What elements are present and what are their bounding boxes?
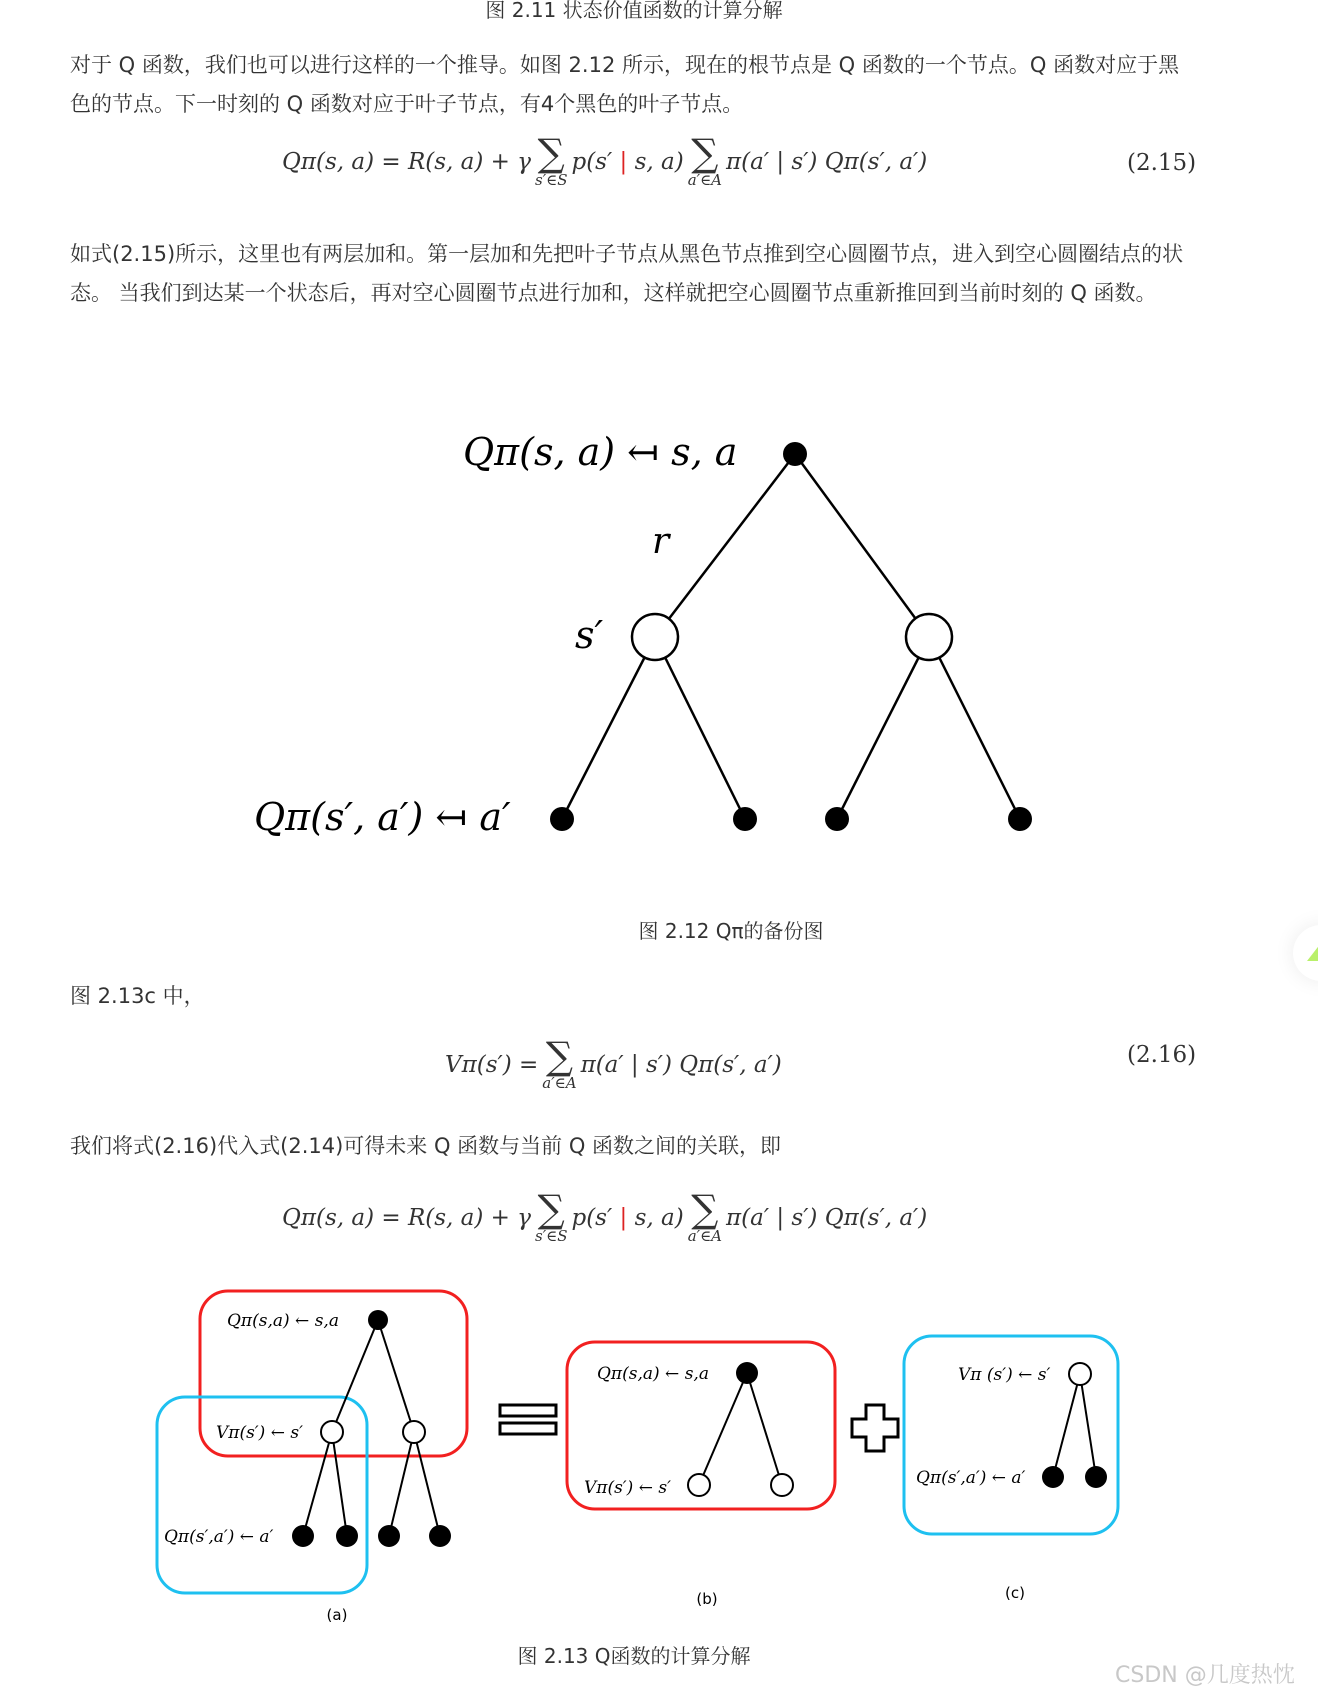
summation: ∑ s′∈S: [535, 1187, 568, 1245]
label-b-leaf: Vπ(s′) ← s′: [584, 1478, 671, 1498]
eq-bar: |: [619, 1205, 628, 1231]
equation-number: (2.15): [1127, 150, 1197, 176]
label-c-root: Vπ (s′) ← s′: [958, 1365, 1051, 1385]
sum-subscript: a′∈A: [687, 171, 723, 189]
leaf-action-node: [825, 807, 849, 831]
leaf-label: Qπ(s′, a′) ↤ a′: [254, 795, 511, 839]
floating-action-button[interactable]: [1293, 925, 1318, 981]
eq-lhs: Qπ(s, a) = R(s, a) + γ: [282, 149, 531, 175]
leaf-action-node: [733, 807, 757, 831]
action-node: [368, 1310, 388, 1330]
previous-figure-caption: 图 2.11 状态价值函数的计算分解: [485, 0, 783, 22]
eq-term: s, a): [634, 149, 684, 175]
sum-subscript: a′∈A: [687, 1227, 723, 1245]
subfigure-label-c: (c): [1005, 1584, 1025, 1602]
state-node: [321, 1421, 343, 1443]
action-node: [1085, 1466, 1107, 1488]
leaf-action-node: [1008, 807, 1032, 831]
leaf-action-node: [550, 807, 574, 831]
eq-rhs: π(a′ | s′) Qπ(s′, a′): [726, 1205, 928, 1231]
subfigure-label-b: (b): [696, 1590, 718, 1608]
state-node: [403, 1421, 425, 1443]
triangle-icon: [1307, 943, 1318, 961]
state-node: [688, 1474, 710, 1496]
label-b-root: Qπ(s,a) ← s,a: [597, 1364, 709, 1384]
label-a-root: Qπ(s,a) ← s,a: [227, 1311, 339, 1331]
plus-sign: [852, 1405, 898, 1451]
action-node: [336, 1525, 358, 1547]
eq-rhs: π(a′ | s′) Qπ(s′, a′): [726, 149, 928, 175]
action-node: [736, 1362, 758, 1384]
watermark: CSDN @几度热忱: [1115, 1663, 1295, 1688]
eq-term: p(s′: [571, 1205, 613, 1231]
eq-bar: |: [619, 149, 628, 175]
sum-subscript: s′∈S: [535, 171, 568, 189]
paragraph-explanation: 如式(2.15)所示，这里也有两层加和。第一层加和先把叶子节点从黑色节点推到空心圆圈节点，进入到空心圆圈结点的状态。 当我们到达某一个状态后，再对空心圆圈节点进行加和，这样就把空心圆圈节点重新推回到当前时刻的 Q 函数。: [70, 242, 1184, 305]
eq-rhs: π(a′ | s′) Qπ(s′, a′): [580, 1052, 782, 1078]
subfigure-label-a: (a): [326, 1606, 348, 1624]
state-node: [906, 614, 952, 660]
summation: ∑ a′∈A: [687, 1187, 723, 1245]
state-node: [1069, 1363, 1091, 1385]
paragraph-fig-ref: 图 2.13c 中，: [70, 984, 205, 1008]
sum-subscript: a′∈A: [542, 1074, 577, 1092]
equation-2-16: [445, 1034, 782, 1092]
label-a-mid: Vπ(s′) ← s′: [216, 1423, 303, 1443]
figure-2-13-caption: 图 2.13 Q函数的计算分解: [517, 1644, 751, 1668]
action-node: [429, 1525, 451, 1547]
paragraph-substitution: 我们将式(2.16)代入式(2.14)可得未来 Q 函数与当前 Q 函数之间的关联，即: [70, 1134, 782, 1158]
state-node: [632, 614, 678, 660]
action-node: [378, 1525, 400, 1547]
label-c-leaf: Qπ(s′,a′) ← a′: [916, 1468, 1026, 1488]
paragraph-q-function-intro: 对于 Q 函数，我们也可以进行这样的一个推导。如图 2.12 所示，现在的根节点是 Q 函数的一个节点。Q 函数对应于黑色的节点。下一时刻的 Q 函数对应于叶子节点，有4个黑色的叶子节点。: [70, 53, 1180, 116]
backup-diagram-q: [0, 380, 1318, 900]
equation-number: (2.16): [1127, 1042, 1197, 1068]
summation: ∑ a′∈A: [687, 131, 723, 189]
eq-lhs: Qπ(s, a) = R(s, a) + γ: [282, 1205, 531, 1231]
summation: ∑ s′∈S: [535, 131, 568, 189]
state-node: [771, 1474, 793, 1496]
summation: ∑ a′∈A: [542, 1034, 577, 1092]
q-decomposition-figure: [0, 1280, 1318, 1630]
eq-lhs: Vπ(s′) =: [445, 1052, 539, 1078]
equation-2-15: [282, 131, 928, 189]
action-node: [292, 1525, 314, 1547]
equation-q-relation: [282, 1187, 928, 1245]
figure-2-12-caption: 图 2.12 Qπ的备份图: [638, 919, 824, 943]
root-label: Qπ(s, a) ↤ s, a: [463, 430, 738, 474]
root-action-node: [783, 442, 807, 466]
reward-label: r: [652, 521, 670, 562]
state-label: s′: [575, 613, 604, 657]
action-node: [1042, 1466, 1064, 1488]
sum-subscript: s′∈S: [535, 1227, 568, 1245]
equals-sign: [500, 1405, 556, 1434]
eq-term: p(s′: [571, 149, 613, 175]
label-a-leaf: Qπ(s′,a′) ← a′: [164, 1527, 274, 1547]
eq-term: s, a): [634, 1205, 684, 1231]
